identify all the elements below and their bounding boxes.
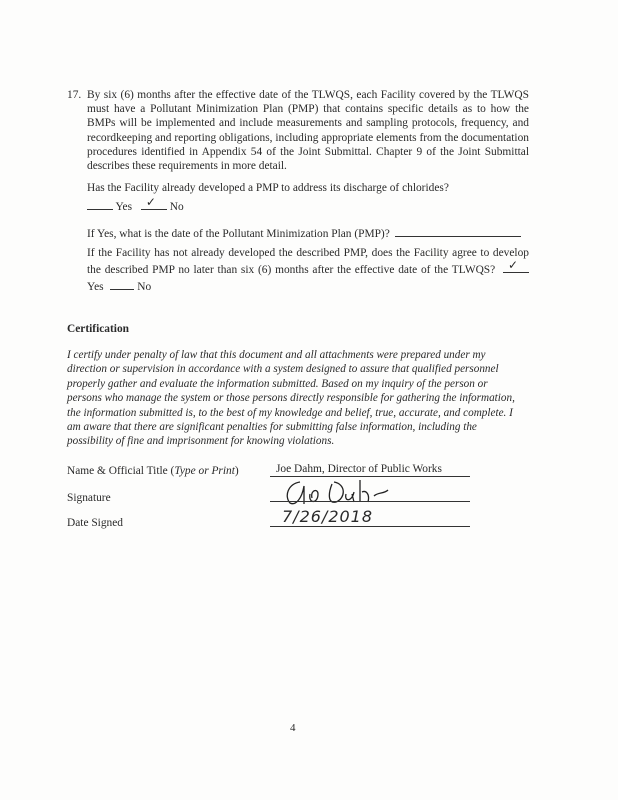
question-text: Has the Facility already developed a PMP to address its discharge of chlorides? (87, 182, 449, 194)
item-17 (67, 88, 529, 173)
certification-text: I certify under penalty of law that this document and all attachments were prepared under my direction or supervision in accordance with a system designed to assure that qualified personnel properly gather and evaluate the information submitted. Based on my inquiry of the person or persons who manage the system or those persons directly responsible for gathering the information, the information submitted is, to the best of my knowledge and belief, true, accurate, and complete. I am aware that there are significant penalties for submitting false information, including the possibility of fine and imprisonment for knowing violations. (67, 349, 515, 448)
question-text: If Yes, what is the date of the Pollutant Minimization Plan (PMP)? (87, 228, 390, 240)
no-blank[interactable] (141, 197, 167, 210)
name-title-label (67, 465, 239, 477)
check-mark-icon: ✓ (508, 258, 519, 273)
signature-label: Signature (67, 492, 111, 504)
yes-blank[interactable] (503, 260, 529, 273)
signature-line[interactable] (270, 501, 470, 502)
date-value: 7/26/2018 (282, 507, 374, 526)
date-line[interactable] (270, 526, 470, 527)
item-number: 17. (67, 89, 82, 101)
question-text: If the Facility has not already developed the described PMP, does the Facility agree to develop the described PMP no later than six (6) months after the effective date of the TLWQS? (87, 247, 529, 277)
yes-blank[interactable] (87, 197, 113, 210)
label-italic: Type or Print (174, 465, 235, 477)
check-mark-icon: ✓ (145, 195, 156, 210)
page-number: 4 (290, 722, 296, 734)
no-blank[interactable] (110, 277, 134, 290)
no-label: No (169, 201, 184, 214)
certification-heading: Certification (67, 323, 129, 335)
label-suffix: ) (234, 465, 239, 477)
question-pmp-developed (87, 181, 529, 214)
no-label: No (137, 281, 152, 294)
pmp-date-field[interactable] (395, 224, 521, 237)
question-pmp-agree (87, 246, 529, 295)
item-text: By six (6) months after the effective date of the TLWQS, each Facility covered by the TLWQS must have a Pollutant Minimization Plan (PMP) that contains specific details as to how the BMPs will be implemented and include measurements and sampling protocols, frequency, and recordkeeping and reporting obligations, including appropriate elements from the documentation procedures identified in Appendix 54 of the Joint Submittal. Chapter 9 of the Joint Submittal describes these requirements in more detail. (87, 89, 529, 173)
date-label: Date Signed (67, 517, 123, 529)
handwritten-signature (280, 476, 390, 508)
question-pmp-date (87, 224, 529, 241)
name-title-value: Joe Dahm, Director of Public Works (276, 463, 442, 475)
yes-label: Yes (115, 201, 133, 214)
yes-label: Yes (87, 281, 104, 294)
label-prefix: Name & Official Title ( (67, 465, 175, 477)
